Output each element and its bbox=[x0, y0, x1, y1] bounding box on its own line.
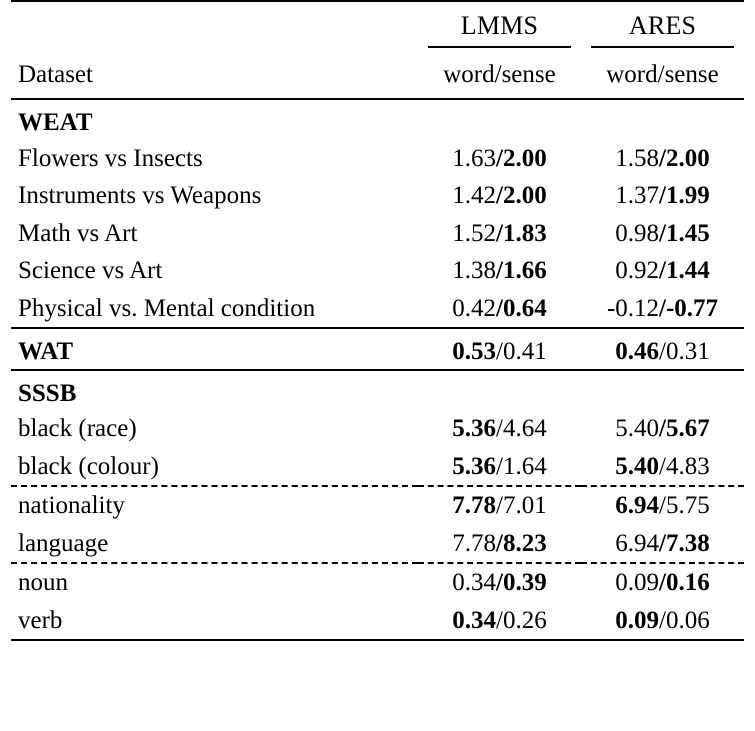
column-header-dataset: Dataset bbox=[18, 61, 93, 88]
row-label: noun bbox=[18, 569, 68, 596]
section-value-lmms: 0.53/0.41 bbox=[452, 338, 547, 365]
row-value-ares: 0.92/1.44 bbox=[615, 257, 710, 284]
row-label: Flowers vs Insects bbox=[18, 144, 203, 172]
row-value-lmms: 0.42/0.64 bbox=[452, 294, 547, 322]
row-value-ares: 5.40/4.83 bbox=[615, 452, 710, 480]
row-label: black (colour) bbox=[18, 452, 159, 480]
table-row bbox=[11, 487, 744, 525]
row-label: Math vs Art bbox=[18, 219, 138, 247]
row-value-lmms: 1.38/1.66 bbox=[452, 257, 547, 284]
row-label: black (race) bbox=[18, 415, 137, 442]
cmidrule-lmms bbox=[418, 46, 581, 48]
row-value-lmms: 0.34/0.26 bbox=[452, 606, 547, 634]
row-label: Instruments vs Weapons bbox=[18, 182, 262, 209]
section-value-lmms bbox=[418, 371, 581, 411]
row-value-ares: 6.94/7.38 bbox=[615, 529, 710, 557]
row-value-ares: 1.58/2.00 bbox=[615, 144, 710, 172]
table-body bbox=[11, 1, 744, 100]
row-value-lmms: 7.78/7.01 bbox=[452, 492, 547, 519]
cmidrule-ares bbox=[581, 46, 744, 48]
table-row bbox=[11, 602, 744, 641]
row-value-lmms: 7.78/8.23 bbox=[452, 529, 547, 557]
section-header-row bbox=[11, 100, 744, 140]
table-row bbox=[11, 410, 744, 448]
row-value-lmms: 1.52/1.83 bbox=[452, 219, 547, 247]
row-value-ares: 6.94/5.75 bbox=[615, 492, 710, 519]
section-label: SSSB bbox=[18, 379, 77, 407]
section-header-row bbox=[11, 371, 744, 411]
section-value-ares bbox=[581, 371, 744, 411]
table-row bbox=[11, 290, 744, 329]
bias-results-table bbox=[11, 0, 744, 641]
row-value-lmms: 1.42/2.00 bbox=[452, 182, 547, 209]
row-label: Physical vs. Mental condition bbox=[18, 294, 316, 322]
row-value-lmms: 5.36/4.64 bbox=[452, 415, 547, 442]
row-value-ares: 5.40/5.67 bbox=[615, 415, 710, 442]
group-header-ares: ARES bbox=[628, 11, 697, 40]
row-value-ares: 0.09/0.16 bbox=[615, 569, 710, 596]
table-row bbox=[11, 525, 744, 564]
table-row bbox=[11, 448, 744, 487]
row-label: Science vs Art bbox=[18, 257, 163, 284]
table-row bbox=[11, 215, 744, 253]
row-value-lmms: 0.34/0.39 bbox=[452, 569, 547, 596]
table-row bbox=[11, 252, 744, 290]
row-value-ares: -0.12/-0.77 bbox=[606, 294, 719, 322]
section-label: WEAT bbox=[18, 109, 93, 136]
row-value-ares: 0.09/0.06 bbox=[615, 606, 710, 634]
table-data-body bbox=[11, 100, 744, 640]
table-row bbox=[11, 177, 744, 215]
section-label: WAT bbox=[18, 338, 74, 365]
group-header-row bbox=[11, 2, 744, 46]
table-footer bbox=[11, 640, 744, 641]
row-value-lmms: 5.36/1.64 bbox=[452, 452, 547, 480]
row-label: verb bbox=[18, 606, 63, 634]
section-header-row bbox=[11, 329, 744, 370]
column-subheader-lmms: word/sense bbox=[443, 61, 556, 88]
row-label: language bbox=[18, 529, 109, 557]
row-label: nationality bbox=[18, 492, 125, 519]
row-value-ares: 0.98/1.45 bbox=[615, 219, 710, 247]
section-value-ares bbox=[581, 100, 744, 140]
subheader-row bbox=[11, 48, 744, 99]
group-header-lmms: LMMS bbox=[460, 11, 539, 40]
column-subheader-ares: word/sense bbox=[606, 61, 719, 88]
row-value-ares: 1.37/1.99 bbox=[615, 182, 710, 209]
table-row bbox=[11, 564, 744, 602]
group-header-spacer bbox=[11, 2, 418, 46]
section-value-ares: 0.46/0.31 bbox=[615, 338, 710, 365]
bottomrule bbox=[11, 640, 744, 641]
table-row bbox=[11, 140, 744, 178]
section-value-lmms bbox=[418, 100, 581, 140]
row-value-lmms: 1.63/2.00 bbox=[452, 144, 547, 172]
